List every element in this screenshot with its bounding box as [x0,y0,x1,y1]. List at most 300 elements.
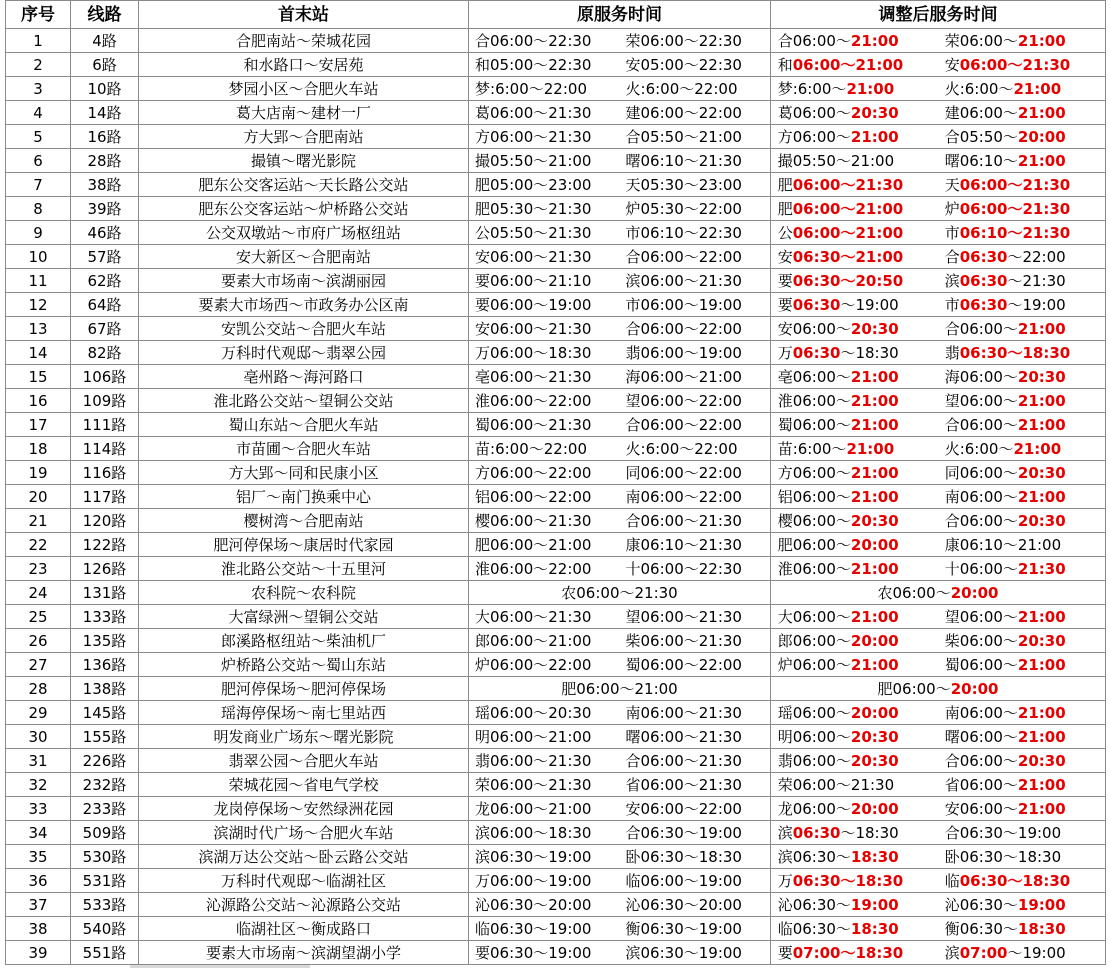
adjusted-time-end [945,102,1099,124]
adjusted-time-segment: 合06:00～ [944,511,1018,530]
original-time-end: 市06:00～19:00 [625,295,742,314]
row-adjusted-time [771,221,1106,245]
header-original-time: 原服务时间 [469,1,771,29]
adjusted-time-start [778,630,945,652]
row-original-time [469,821,771,845]
row-stations: 肥东公交客运站～炉桥路公交站 [139,197,469,221]
table-row [6,509,1106,533]
adjusted-time-end [945,942,1099,964]
row-adjusted-time [771,317,1106,341]
adjusted-time-segment: 炉06:00～ [777,655,851,674]
row-stations: 万科时代观邸～临湖社区 [139,869,469,893]
row-stations: 荣城花园～省电气学校 [139,773,469,797]
table-body [6,29,1106,965]
table-row [6,845,1106,869]
table-row [6,749,1106,773]
original-time-start: 铝06:00～22:00 [475,487,592,506]
row-original-time [469,749,771,773]
table-row [6,365,1106,389]
row-seq: 31 [6,749,71,773]
row-stations: 肥河停保场～康居时代家园 [139,533,469,557]
adjusted-time-segment: 合05:50～ [944,127,1018,146]
adjusted-time-segment: 海06:00～ [944,367,1018,386]
original-time-start: 和05:00～22:30 [475,55,592,74]
adjusted-time-segment: 瑶06:00～ [777,703,851,722]
row-route: 226路 [71,749,139,773]
original-time-start: 梦:6:00～22:00 [475,79,587,98]
row-seq: 23 [6,557,71,581]
row-adjusted-time [771,917,1106,941]
adjusted-time-segment: 万 [777,871,793,890]
row-seq: 14 [6,341,71,365]
row-route: 82路 [71,341,139,365]
adjusted-time-segment: 建06:00～ [944,103,1018,122]
adjusted-time-end [945,198,1099,220]
row-adjusted-time [771,725,1106,749]
table-row [6,341,1106,365]
adjusted-time-segment: 06:30 [959,295,1008,314]
adjusted-time-segment: 20:30 [850,727,899,746]
adjusted-time-segment: 合06:00～ [944,319,1018,338]
original-time-start: 苗:6:00～22:00 [475,439,587,458]
adjusted-time-segment: 20:30 [1017,367,1066,386]
adjusted-time-end [945,486,1099,508]
adjusted-time-start [778,342,945,364]
row-original-time [469,365,771,389]
adjusted-time-end [945,798,1099,820]
row-original-time [469,173,771,197]
table-row [6,29,1106,53]
adjusted-time-end [945,822,1099,844]
adjusted-time-end [945,54,1099,76]
row-adjusted-time [771,485,1106,509]
adjusted-time-start [778,294,945,316]
adjusted-time-segment: 南06:00～ [944,487,1018,506]
adjusted-time-end [945,438,1099,460]
adjusted-time-segment: 20:30 [850,319,899,338]
adjusted-time-segment: 苗:6:00～ [777,439,847,458]
row-adjusted-time [771,893,1106,917]
row-adjusted-time [771,29,1106,53]
adjusted-time-segment: 21:00 [850,463,899,482]
original-time-end: 火:6:00～22:00 [625,79,738,98]
adjusted-time-segment: 梦:6:00～ [777,79,847,98]
row-adjusted-time [771,389,1106,413]
row-seq: 3 [6,77,71,101]
row-adjusted-time [771,293,1106,317]
row-original-time [469,29,771,53]
adjusted-time-segment: 06:30～21:00 [792,247,904,266]
row-route: 530路 [71,845,139,869]
adjusted-time-start [778,870,945,892]
adjusted-time-segment: 20:00 [850,535,899,554]
adjusted-time-segment: 望06:00～ [944,391,1018,410]
adjusted-time-segment: 21:00 [1017,607,1066,626]
row-original-time [469,125,771,149]
adjusted-time-segment: 06:30 [792,295,841,314]
row-seq: 24 [6,581,71,605]
row-adjusted-time [771,509,1106,533]
row-seq: 9 [6,221,71,245]
row-adjusted-time [771,173,1106,197]
row-original-time [469,725,771,749]
adjusted-time-segment: 21:00 [1017,799,1066,818]
original-time-start: 明06:00～21:00 [475,727,592,746]
row-stations: 要素大市场西～市政务办公区南 [139,293,469,317]
row-route: 4路 [71,29,139,53]
row-stations: 樱树湾～合肥南站 [139,509,469,533]
adjusted-time-text [878,678,999,700]
original-time-start: 万06:00～19:00 [475,871,592,890]
adjusted-time-segment: 蜀06:00～ [944,655,1018,674]
table-row [6,533,1106,557]
adjusted-time-segment: 省06:00～ [944,775,1018,794]
original-time-start: 葛06:00～21:30 [475,103,592,122]
row-original-time [469,245,771,269]
original-time-end: 市06:10～22:30 [625,223,742,242]
adjusted-time-end [945,654,1099,676]
row-stations: 亳州路～海河路口 [139,365,469,389]
row-route: 122路 [71,533,139,557]
adjusted-time-segment: 21:00 [850,415,899,434]
original-time-start: 安06:00～21:30 [475,247,592,266]
original-time-start: 方06:00～22:00 [475,463,592,482]
original-time-start: 樱06:00～21:30 [475,511,592,530]
row-route: 111路 [71,413,139,437]
adjusted-time-segment: 18:30 [1017,919,1066,938]
table-row [6,221,1106,245]
adjusted-time-start [778,54,945,76]
row-original-time [469,797,771,821]
row-original-time [469,653,771,677]
adjusted-time-segment: 06:00～21:00 [792,55,904,74]
original-time-end: 荣06:00～22:30 [625,31,742,50]
row-adjusted-time [771,413,1106,437]
row-adjusted-time [771,701,1106,725]
row-adjusted-time [771,341,1106,365]
row-route: 64路 [71,293,139,317]
adjusted-time-segment: 06:30 [959,271,1008,290]
row-route: 106路 [71,365,139,389]
original-time-start: 滨06:00～18:30 [475,823,592,842]
row-stations: 和水路口～安居苑 [139,53,469,77]
adjusted-time-segment: 撮05:50～21:00 [777,151,895,170]
row-stations: 龙岗停保场～安然绿洲花园 [139,797,469,821]
adjusted-time-segment: 20:30 [850,103,899,122]
adjusted-time-segment: 郎06:00～ [777,631,851,650]
adjusted-time-end [945,630,1099,652]
adjusted-time-end [945,918,1099,940]
adjusted-time-segment: 市 [944,295,960,314]
row-stations: 方大郢～合肥南站 [139,125,469,149]
row-seq: 18 [6,437,71,461]
original-time-end: 南06:00～22:00 [625,487,742,506]
adjusted-time-start [778,102,945,124]
adjusted-time-segment: ～18:30 [840,343,899,362]
row-original-time [469,101,771,125]
original-time-end: 合06:00～22:00 [625,415,742,434]
adjusted-time-segment: 要 [777,295,793,314]
row-original-time [469,581,771,605]
adjusted-time-segment: 翡06:00～ [777,751,851,770]
adjusted-time-segment: 沁06:30～ [777,895,851,914]
row-adjusted-time [771,197,1106,221]
adjusted-time-end [945,318,1099,340]
adjusted-time-segment: 肥06:00～ [877,679,951,698]
row-seq: 27 [6,653,71,677]
row-stations: 炉桥路公交站～蜀山东站 [139,653,469,677]
row-original-time [469,557,771,581]
table-row [6,245,1106,269]
row-original-time [469,605,771,629]
original-time-end: 曙06:00～21:30 [625,727,742,746]
original-time-end: 衡06:30～19:00 [625,919,742,938]
adjusted-time-end [945,150,1099,172]
row-original-time [469,845,771,869]
adjusted-time-start [778,174,945,196]
row-seq: 35 [6,845,71,869]
row-adjusted-time [771,53,1106,77]
row-stations: 翡翠公园～合肥火车站 [139,749,469,773]
adjusted-time-start [778,246,945,268]
row-seq: 2 [6,53,71,77]
table-row [6,725,1106,749]
adjusted-time-segment: 21:00 [1017,487,1066,506]
row-route: 117路 [71,485,139,509]
row-adjusted-time [771,125,1106,149]
table-row [6,53,1106,77]
original-time-start: 瑶06:00～20:30 [475,703,592,722]
adjusted-time-segment: 炉 [944,199,960,218]
row-stations: 明发商业广场东～曙光影院 [139,725,469,749]
table-row [6,797,1106,821]
header-stations: 首末站 [139,1,469,29]
adjusted-time-segment: 20:30 [850,511,899,530]
adjusted-time-segment: 滨06:30～ [777,847,851,866]
row-seq: 34 [6,821,71,845]
adjusted-time-segment: 06:30 [959,247,1008,266]
row-original-time [469,197,771,221]
adjusted-time-end [945,558,1099,580]
adjusted-time-segment: 合06:00～ [777,31,851,50]
original-time-end: 望06:00～22:00 [625,391,742,410]
adjusted-time-start [778,558,945,580]
table-row [6,581,1106,605]
row-original-time [469,893,771,917]
row-stations: 农科院～农科院 [139,581,469,605]
original-time-end: 海06:00～21:00 [625,367,742,386]
adjusted-time-text [878,582,999,604]
divider [130,965,310,968]
original-time-text: 农06:00～21:30 [561,583,678,602]
adjusted-time-start [778,486,945,508]
original-time-end: 滨06:30～19:00 [625,943,742,962]
adjusted-time-start [778,606,945,628]
original-time-end: 柴06:00～21:30 [625,631,742,650]
adjusted-time-start [778,150,945,172]
adjusted-time-segment: 06:30～18:30 [792,871,904,890]
row-original-time [469,77,771,101]
adjusted-time-segment: 06:00～21:00 [792,223,904,242]
row-stations: 蜀山东站～合肥火车站 [139,413,469,437]
adjusted-time-segment: 06:30 [792,343,841,362]
adjusted-time-segment: 淮06:00～ [777,559,851,578]
adjusted-time-segment: 方06:00～ [777,463,851,482]
original-time-start: 翡06:00～21:30 [475,751,592,770]
adjusted-time-end [945,366,1099,388]
table-row [6,101,1106,125]
adjusted-time-segment: 农06:00～ [877,583,951,602]
adjusted-time-segment: 21:00 [846,439,895,458]
table-row [6,653,1106,677]
row-adjusted-time [771,149,1106,173]
adjusted-time-segment: 滨 [777,823,793,842]
adjusted-time-segment: 21:00 [850,367,899,386]
row-seq: 25 [6,605,71,629]
row-route: 531路 [71,869,139,893]
adjusted-time-end [945,894,1099,916]
original-time-end: 康06:10～21:30 [625,535,742,554]
table-row [6,317,1106,341]
adjusted-time-start [778,822,945,844]
original-time-end: 建06:00～22:00 [625,103,742,122]
row-adjusted-time [771,797,1106,821]
row-adjusted-time [771,269,1106,293]
row-route: 57路 [71,245,139,269]
adjusted-time-start [778,918,945,940]
row-route: 120路 [71,509,139,533]
table-row [6,677,1106,701]
adjusted-time-end [945,174,1099,196]
row-seq: 39 [6,941,71,965]
adjusted-time-segment: ～19:00 [1007,295,1066,314]
adjusted-time-segment: ～19:00 [840,295,899,314]
row-original-time [469,413,771,437]
row-stations: 梦园小区～合肥火车站 [139,77,469,101]
original-time-end: 合06:00～21:30 [625,511,742,530]
row-route: 136路 [71,653,139,677]
adjusted-time-segment: 06:00～21:30 [959,55,1071,74]
row-adjusted-time [771,869,1106,893]
adjusted-time-segment: 卧06:30～18:30 [944,847,1062,866]
adjusted-time-segment: 要 [777,943,793,962]
original-time-end: 南06:00～21:30 [625,703,742,722]
adjusted-time-segment: 21:00 [850,655,899,674]
row-stations: 郎溪路枢纽站～柴油机厂 [139,629,469,653]
row-route: 551路 [71,941,139,965]
row-stations: 滨湖时代广场～合肥火车站 [139,821,469,845]
adjusted-time-segment: 21:00 [850,559,899,578]
table-row [6,389,1106,413]
adjusted-time-start [778,774,945,796]
adjusted-time-end [945,294,1099,316]
adjusted-time-segment: 火:6:00～ [944,79,1014,98]
row-stations: 淮北路公交站～望铜公交站 [139,389,469,413]
adjusted-time-end [945,510,1099,532]
adjusted-time-segment: 安06:00～ [944,799,1018,818]
adjusted-time-segment: 06:30 [792,823,841,842]
adjusted-time-segment: 樱06:00～ [777,511,851,530]
header-route: 线路 [71,1,139,29]
adjusted-time-segment: 21:30 [1017,559,1066,578]
adjusted-time-segment: 沁06:30～ [944,895,1018,914]
adjusted-time-segment: 滨 [944,943,960,962]
adjusted-time-segment: 曙06:10～ [944,151,1018,170]
original-time-end: 临06:00～19:00 [625,871,742,890]
adjusted-time-start [778,222,945,244]
adjusted-time-start [778,726,945,748]
row-route: 133路 [71,605,139,629]
table-row [6,461,1106,485]
table-row [6,437,1106,461]
adjusted-time-start [778,366,945,388]
adjusted-time-end [945,534,1099,556]
original-time-start: 龙06:00～21:00 [475,799,592,818]
adjusted-time-end [945,78,1099,100]
row-adjusted-time [771,629,1106,653]
original-time-end: 火:6:00～22:00 [625,439,738,458]
adjusted-time-segment: 大06:00～ [777,607,851,626]
row-route: 138路 [71,677,139,701]
table-row [6,917,1106,941]
adjusted-time-segment: 06:00～21:30 [959,175,1071,194]
adjusted-time-start [778,702,945,724]
row-seq: 11 [6,269,71,293]
adjusted-time-segment: ～22:00 [1007,247,1066,266]
original-time-end: 翡06:00～19:00 [625,343,742,362]
row-stations: 淮北路公交站～十五里河 [139,557,469,581]
row-original-time [469,269,771,293]
row-seq: 4 [6,101,71,125]
adjusted-time-start [778,390,945,412]
adjusted-time-segment: ～18:30 [840,823,899,842]
row-original-time [469,869,771,893]
adjusted-time-segment: 同06:00～ [944,463,1018,482]
row-original-time [469,677,771,701]
row-original-time [469,773,771,797]
row-route: 62路 [71,269,139,293]
row-seq: 12 [6,293,71,317]
table-row [6,197,1106,221]
row-adjusted-time [771,365,1106,389]
row-route: 109路 [71,389,139,413]
original-time-start: 要06:00～21:10 [475,271,592,290]
adjusted-time-segment: 淮06:00～ [777,391,851,410]
adjusted-time-start [778,894,945,916]
adjusted-time-segment: 18:30 [850,919,899,938]
original-time-end: 合06:30～19:00 [625,823,742,842]
original-time-start: 肥06:00～21:00 [475,535,592,554]
row-stations: 要素大市场南～滨湖丽园 [139,269,469,293]
original-time-start: 荣06:00～21:30 [475,775,592,794]
adjusted-time-segment: 安 [944,55,960,74]
adjusted-time-segment: 临 [944,871,960,890]
adjusted-time-segment: 铝06:00～ [777,487,851,506]
adjusted-time-segment: 19:00 [850,895,899,914]
row-route: 540路 [71,917,139,941]
row-route: 131路 [71,581,139,605]
original-time-start: 临06:30～19:00 [475,919,592,938]
adjusted-time-end [945,270,1099,292]
row-stations: 市苗圃～合肥火车站 [139,437,469,461]
row-seq: 17 [6,413,71,437]
adjusted-time-start [778,510,945,532]
adjusted-time-segment: 18:30 [850,847,899,866]
adjusted-time-end [945,414,1099,436]
row-original-time [469,341,771,365]
adjusted-time-segment: 十06:00～ [944,559,1018,578]
row-stations: 滨湖万达公交站～卧云路公交站 [139,845,469,869]
